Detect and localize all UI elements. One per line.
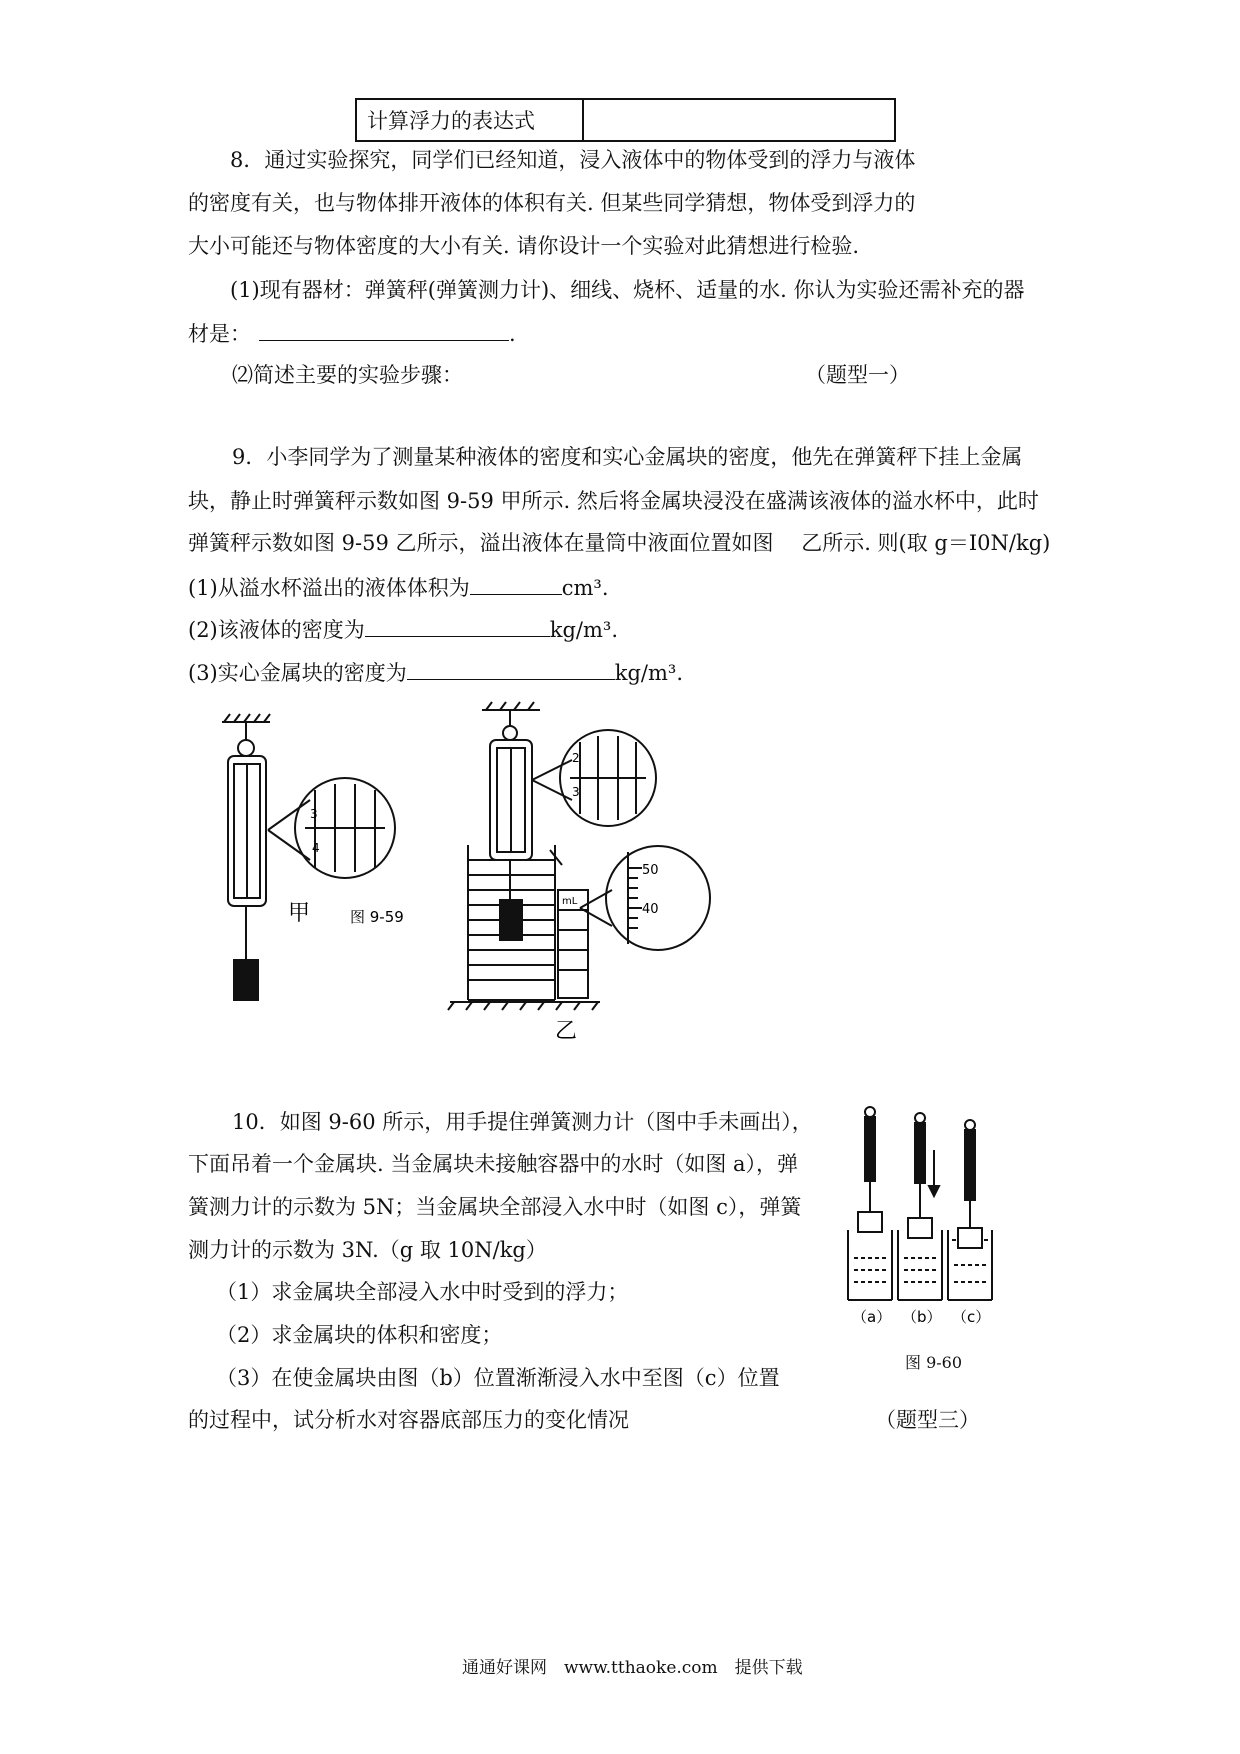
fig-label-yi: 乙: [555, 1019, 578, 1044]
q9-sub1-unit: cm³.: [561, 576, 609, 600]
q9-sub3: [188, 657, 683, 687]
fig-label-b: （b）: [902, 1308, 942, 1326]
q8-type-tag: （题型一）: [805, 363, 910, 387]
zoom-circle-yi-scale: [532, 730, 656, 826]
q9-sub2-unit: kg/m³.: [549, 618, 618, 642]
q9-sub1-prefix: (1)从溢水杯溢出的液体体积为: [188, 576, 470, 600]
q10-line1: 10．如图 9-60 所示，用手提住弹簧测力计（图中手未画出），: [232, 1110, 813, 1134]
spring-scale-jia: [222, 714, 270, 1000]
q9-sub3-prefix: (3)实心金属块的密度为: [188, 661, 407, 685]
q9-sub2-prefix: (2)该液体的密度为: [188, 618, 365, 642]
fig-label-jia: 甲: [288, 901, 311, 926]
q8-line3: 大小可能还与物体密度的大小有关. 请你设计一个实验对此猜想进行检验.: [188, 234, 860, 258]
q8-part2: ⑵简述主要的实验步骤：: [232, 363, 463, 387]
fig-label-a: （a）: [852, 1308, 892, 1326]
q8-part1-prefix: 材是：: [188, 322, 251, 346]
table-row-value: [583, 99, 895, 141]
q8-part1-line1: (1)现有器材：弹簧秤(弹簧测力计)、细线、烧杯、适量的水. 你认为实验还需补充的器: [230, 278, 1025, 302]
q10-sub1: （1）求金属块全部浸入水中时受到的浮力；: [216, 1280, 629, 1304]
yi-scale-bottom: 3: [572, 785, 580, 799]
q8-part1-suffix: .: [509, 322, 516, 346]
fig-caption-9-59: 图 9-59: [350, 908, 404, 926]
q10-line2: 下面吊着一个金属块. 当金属块未接触容器中的水时（如图 a），弹: [188, 1152, 799, 1176]
zoom-circle-jia: [268, 778, 395, 878]
q9-line2: 块，静止时弹簧秤示数如图 9-59 甲所示. 然后将金属块浸没在盛满该液体的溢水杯中，此时: [188, 489, 1039, 513]
q9-sub2: [188, 614, 618, 644]
q8-answer-blank[interactable]: [259, 318, 509, 341]
jia-scale-bottom: 4: [312, 841, 320, 855]
fig-caption-9-60: 图 9-60: [905, 1353, 963, 1372]
overflow-cup: [468, 845, 562, 1000]
q10-sub2: （2）求金属块的体积和密度；: [216, 1323, 503, 1347]
q9-sub3-blank[interactable]: [407, 657, 615, 680]
q9-sub3-unit: kg/m³.: [614, 661, 683, 685]
q9-sub1-blank[interactable]: [470, 572, 562, 595]
fig-label-c: （c）: [952, 1308, 991, 1326]
q10-sub3-line2: 的过程中，试分析水对容器底部压力的变化情况: [188, 1408, 629, 1432]
jia-scale-top: 3: [310, 807, 318, 821]
q8-part1-line2: [188, 318, 516, 348]
q9-sub2-blank[interactable]: [365, 614, 550, 637]
figure-9-60: [840, 1100, 1020, 1340]
q10-sub3-line1: （3）在使金属块由图（b）位置渐渐浸入水中至图（c）位置: [216, 1366, 780, 1390]
q10-line3: 簧测力计的示数为 5N；当金属块全部浸入水中时（如图 c），弹簧: [188, 1195, 802, 1219]
formula-table: [355, 98, 896, 142]
cylinder-unit: mL: [562, 896, 578, 907]
zoom-circle-cylinder: [580, 846, 710, 950]
q10-type-tag: （题型三）: [875, 1408, 980, 1432]
q8-line1: 8．通过实验探究，同学们已经知道，浸入液体中的物体受到的浮力与液体: [230, 148, 916, 172]
q9-line1: 9．小李同学为了测量某种液体的密度和实心金属块的密度，他先在弹簧秤下挂上金属: [232, 445, 1023, 469]
q9-line3: 弹簧秤示数如图 9-59 乙所示，溢出液体在量筒中液面位置如图 乙所示. 则(取 g＝I0N/kg): [188, 531, 1051, 555]
cylinder-top: 50: [642, 863, 659, 878]
fig-9-60-drawing: [848, 1107, 992, 1300]
q10-line4: 测力计的示数为 3N.（g 取 10N/kg）: [188, 1238, 547, 1262]
q9-sub1: [188, 572, 609, 602]
q8-line2: 的密度有关，也与物体排开液体的体积有关. 但某些同学猜想，物体受到浮力的: [188, 191, 916, 215]
cylinder-bottom: 40: [642, 902, 659, 917]
figure-9-59: [210, 700, 810, 1050]
table-row-label: 计算浮力的表达式: [356, 99, 583, 141]
page-footer: 通通好课网 www.tthaoke.com 提供下载: [462, 1658, 803, 1678]
spring-scale-yi: [482, 702, 540, 900]
yi-scale-top: 2: [572, 751, 580, 765]
